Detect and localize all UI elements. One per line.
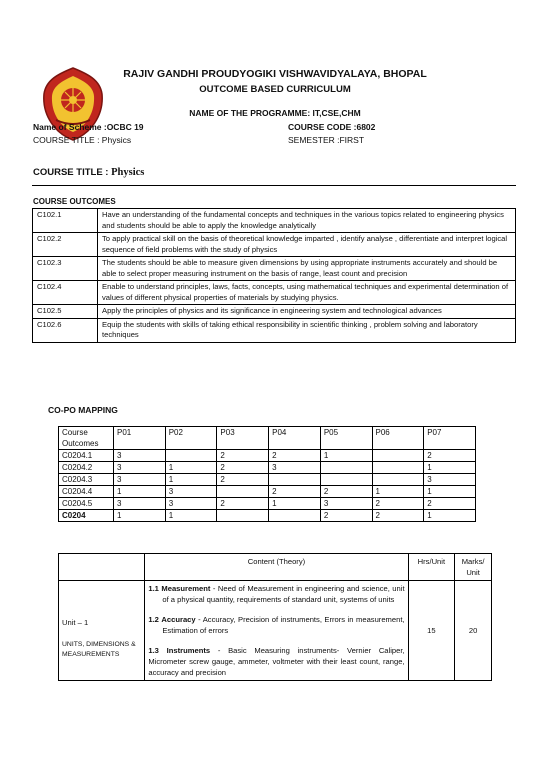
co-id: C102.1 bbox=[33, 209, 98, 233]
course-code: COURSE CODE :6802 bbox=[288, 122, 376, 132]
table-cell: 2 bbox=[372, 498, 424, 510]
unit-cell bbox=[59, 581, 145, 681]
topic-num: 1.2 bbox=[148, 615, 159, 624]
table-cell: 3 bbox=[114, 474, 166, 486]
course-title-line: COURSE TITLE : Physics bbox=[33, 135, 132, 145]
topic-text: - Need of Measurement in engineering and science, unit of a physical quantity, requirements of standard unit, systems of units bbox=[162, 584, 405, 604]
content-table bbox=[58, 553, 492, 681]
table-cell: 3 bbox=[320, 498, 372, 510]
co-id: C102.4 bbox=[33, 281, 98, 305]
co-text: To apply practical skill on the basis of theoretical knowledge imparted , identify analyse , differentiate and interpret logical sequence of field problems with the study of physics bbox=[98, 233, 516, 257]
co-text: Enable to understand principles, laws, facts, concepts, using mathematical techniques and experimental determination of values of different physical properties of materials by studying physics. bbox=[98, 281, 516, 305]
table-cell: 2 bbox=[217, 474, 269, 486]
course-outcomes-table bbox=[32, 208, 516, 343]
header-cell: P01 bbox=[114, 427, 166, 450]
table-cell: 1 bbox=[165, 510, 217, 522]
table-row bbox=[59, 450, 476, 462]
table-row bbox=[59, 486, 476, 498]
table-row bbox=[33, 305, 516, 319]
table-cell: 2 bbox=[320, 510, 372, 522]
scheme-name: Name of Scheme :OCBC 19 bbox=[33, 122, 144, 132]
topic-1-3 bbox=[148, 645, 404, 678]
table-cell: 1 bbox=[114, 486, 166, 498]
header-cell: Marks/ Unit bbox=[455, 554, 492, 581]
topic-num: 1.3 bbox=[148, 646, 159, 655]
unit-name: UNITS, DIMENSIONS & MEASUREMENTS bbox=[62, 641, 136, 658]
table-cell bbox=[372, 462, 424, 474]
table-cell: C0204 bbox=[59, 510, 114, 522]
co-id: C102.5 bbox=[33, 305, 98, 319]
table-row bbox=[33, 257, 516, 281]
table-cell bbox=[320, 462, 372, 474]
topic-text: - Basic Measuring instruments- Vernier Caliper, Micrometer screw gauge, ammeter, voltmeter with their least count, range, accuracy and precision bbox=[148, 646, 405, 677]
table-cell: 2 bbox=[217, 498, 269, 510]
table-cell: 1 bbox=[372, 486, 424, 498]
table-cell: 2 bbox=[424, 450, 476, 462]
topic-1-1 bbox=[148, 583, 404, 605]
topic-num: 1.1 bbox=[148, 584, 159, 593]
co-text: The students should be able to measure given dimensions by using appropriate instruments accurately and should be able to select proper measuring instrument on the basis of range, least count and precision bbox=[98, 257, 516, 281]
course-title-value: Physics bbox=[111, 167, 145, 178]
header-cell: Hrs/Unit bbox=[408, 554, 455, 581]
co-text: Apply the principles of physics and its significance in engineering system and technological advances bbox=[98, 305, 516, 319]
divider bbox=[32, 185, 516, 186]
co-po-mapping-table bbox=[58, 426, 476, 522]
table-cell: 2 bbox=[269, 486, 321, 498]
table-cell: 3 bbox=[165, 498, 217, 510]
header-cell: Course Outcomes bbox=[59, 427, 114, 450]
table-row bbox=[59, 510, 476, 522]
topic-title: Accuracy bbox=[161, 615, 196, 624]
curriculum-title: OUTCOME BASED CURRICULUM bbox=[199, 84, 351, 95]
table-cell: 1 bbox=[424, 510, 476, 522]
table-cell: 1 bbox=[320, 450, 372, 462]
table-cell: 1 bbox=[165, 462, 217, 474]
table-row bbox=[59, 581, 492, 681]
co-text: Have an understanding of the fundamental concepts and techniques in the various topics related to engineering physics and students should be able to apply the knowledge analytically bbox=[98, 209, 516, 233]
table-cell: 2 bbox=[424, 498, 476, 510]
table-row bbox=[33, 318, 516, 342]
co-id: C102.3 bbox=[33, 257, 98, 281]
topics-cell bbox=[145, 581, 408, 681]
table-row bbox=[59, 498, 476, 510]
table-cell: 2 bbox=[269, 450, 321, 462]
table-cell: 2 bbox=[217, 450, 269, 462]
table-cell bbox=[217, 510, 269, 522]
university-logo bbox=[38, 64, 108, 144]
topic-text: - Accuracy, Precision of instruments, Errors in measurement, Estimation of errors bbox=[162, 615, 405, 635]
table-cell: 3 bbox=[269, 462, 321, 474]
table-row bbox=[59, 474, 476, 486]
table-cell: C0204.3 bbox=[59, 474, 114, 486]
university-name: RAJIV GANDHI PROUDYOGIKI VISHWAVIDYALAYA, BHOPAL bbox=[123, 68, 427, 80]
table-row bbox=[33, 209, 516, 233]
header-cell: P06 bbox=[372, 427, 424, 450]
table-cell: 3 bbox=[165, 486, 217, 498]
header-cell: P03 bbox=[217, 427, 269, 450]
co-text: Equip the students with skills of taking ethical responsibility in scientific thinking , problem solving and laboratory techniques bbox=[98, 318, 516, 342]
course-title-heading bbox=[33, 167, 144, 178]
header-cell: P04 bbox=[269, 427, 321, 450]
table-cell: C0204.2 bbox=[59, 462, 114, 474]
table-cell: 1 bbox=[165, 474, 217, 486]
header-cell: Content (Theory) bbox=[145, 554, 408, 581]
topic-title: Measurement bbox=[161, 584, 211, 593]
table-cell: 3 bbox=[114, 498, 166, 510]
table-cell: C0204.4 bbox=[59, 486, 114, 498]
table-cell bbox=[217, 486, 269, 498]
course-outcomes-heading: COURSE OUTCOMES bbox=[33, 197, 116, 206]
table-cell: 1 bbox=[424, 486, 476, 498]
table-header-row bbox=[59, 427, 476, 450]
table-cell: 2 bbox=[320, 486, 372, 498]
topic-title: Instruments bbox=[166, 646, 211, 655]
co-po-mapping-heading: CO-PO MAPPING bbox=[48, 405, 118, 415]
table-cell bbox=[320, 474, 372, 486]
co-id: C102.2 bbox=[33, 233, 98, 257]
co-id: C102.6 bbox=[33, 318, 98, 342]
table-cell: 2 bbox=[372, 510, 424, 522]
table-cell bbox=[372, 474, 424, 486]
table-cell: 1 bbox=[114, 510, 166, 522]
topic-1-2 bbox=[148, 614, 404, 636]
table-cell: 3 bbox=[114, 462, 166, 474]
table-header-row bbox=[59, 554, 492, 581]
table-cell: C0204.5 bbox=[59, 498, 114, 510]
table-cell: 2 bbox=[217, 462, 269, 474]
header-cell: P05 bbox=[320, 427, 372, 450]
table-row bbox=[33, 281, 516, 305]
table-cell: 1 bbox=[424, 462, 476, 474]
header-cell: P02 bbox=[165, 427, 217, 450]
marks-cell: 20 bbox=[455, 581, 492, 681]
table-row bbox=[33, 233, 516, 257]
hours-cell: 15 bbox=[408, 581, 455, 681]
unit-label: Unit – 1 bbox=[62, 618, 89, 627]
table-cell: 3 bbox=[424, 474, 476, 486]
table-cell bbox=[269, 474, 321, 486]
table-row bbox=[59, 462, 476, 474]
course-title-label: COURSE TITLE : bbox=[33, 167, 112, 178]
table-cell: 3 bbox=[114, 450, 166, 462]
table-cell: C0204.1 bbox=[59, 450, 114, 462]
programme-name: NAME OF THE PROGRAMME: IT,CSE,CHM bbox=[189, 108, 361, 118]
header-cell: P07 bbox=[424, 427, 476, 450]
table-cell bbox=[165, 450, 217, 462]
table-cell bbox=[372, 450, 424, 462]
table-cell bbox=[269, 510, 321, 522]
header-cell-empty bbox=[59, 554, 145, 581]
semester: SEMESTER :FIRST bbox=[288, 135, 365, 145]
table-cell: 1 bbox=[269, 498, 321, 510]
